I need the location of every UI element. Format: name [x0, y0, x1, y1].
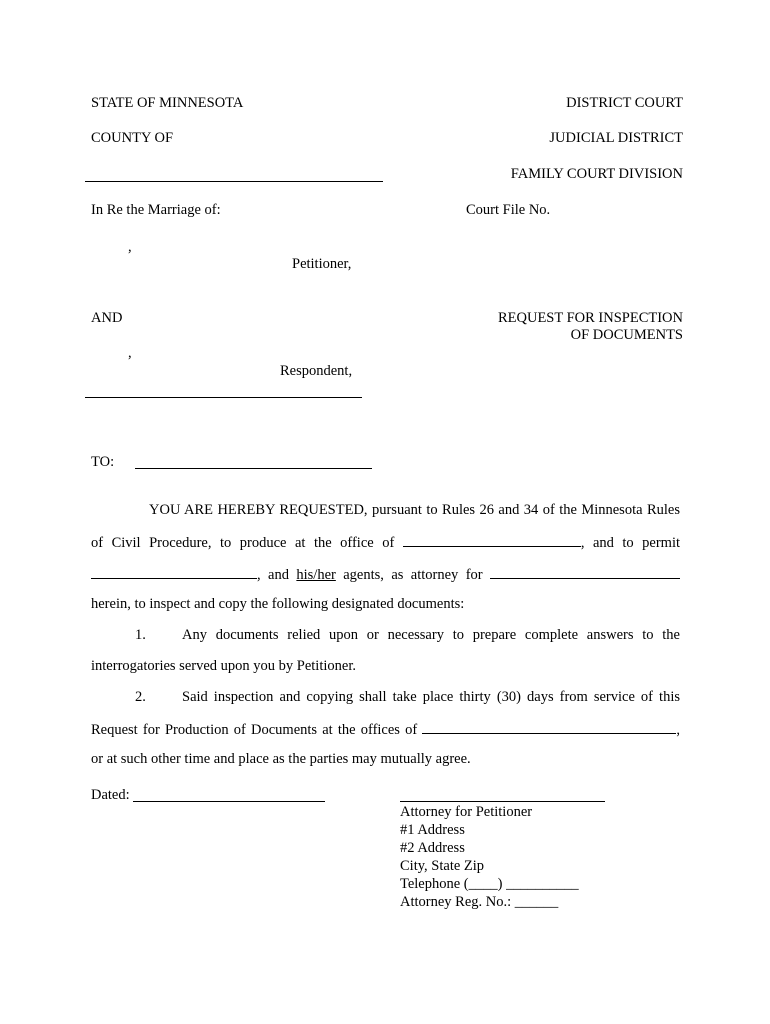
paragraph-line2-end: , and to permit	[580, 535, 681, 551]
marriage-label: In Re the Marriage of:	[91, 202, 221, 218]
division-label: FAMILY COURT DIVISION	[510, 166, 683, 182]
petitioner-label: Petitioner,	[292, 256, 352, 272]
item2-line2-text: Request for Production of Documents at the offices of	[91, 722, 418, 738]
court-file-label: Court File No.	[466, 202, 551, 218]
caption-bottom-rule	[85, 397, 362, 398]
address2-label: #2 Address	[400, 840, 465, 856]
to-blank[interactable]	[135, 468, 372, 469]
signature-line[interactable]	[400, 801, 605, 802]
item1-line2: interrogatories served upon you by Petitioner.	[91, 658, 356, 674]
paragraph-line2-text: of Civil Procedure, to produce at the office of	[91, 535, 395, 551]
item2-line3: or at such other time and place as the parties may mutually agree.	[91, 751, 471, 767]
his-her-text: his/her	[296, 567, 336, 583]
item2-number: 2.	[135, 689, 146, 705]
attorney-label: Attorney for Petitioner	[400, 804, 533, 820]
item2-line1: Said inspection and copying shall take place thirty (30) days from service of this	[182, 689, 680, 705]
paragraph-line2	[91, 532, 680, 552]
telephone-label: Telephone (____) __________	[400, 876, 579, 892]
document-title-line2: OF DOCUMENTS	[570, 327, 683, 343]
to-label: TO:	[91, 454, 115, 470]
respondent-comma: ,	[128, 345, 132, 361]
paragraph-line3-and: , and	[257, 567, 289, 583]
county-label: COUNTY OF	[91, 130, 174, 146]
item2-line2-end: ,	[676, 722, 680, 738]
dated-label: Dated:	[91, 787, 130, 803]
office-blank[interactable]	[403, 532, 581, 547]
item2-line2	[91, 719, 680, 739]
item1-number: 1.	[135, 627, 146, 643]
court-label: DISTRICT COURT	[566, 95, 683, 111]
petitioner-comma: ,	[128, 239, 132, 255]
attorney-for-blank[interactable]	[490, 564, 680, 579]
state-label: STATE OF MINNESOTA	[91, 95, 244, 111]
paragraph-line3-text: agents, as attorney for	[343, 567, 483, 583]
district-label: JUDICIAL DISTRICT	[549, 130, 683, 146]
paragraph-line3	[91, 564, 680, 584]
respondent-label: Respondent,	[280, 363, 353, 379]
city-state-zip-label: City, State Zip	[400, 858, 485, 874]
dated-blank[interactable]	[133, 801, 325, 802]
address1-label: #1 Address	[400, 822, 465, 838]
caption-top-rule	[85, 181, 383, 182]
paragraph-line4: herein, to inspect and copy the following designated documents:	[91, 596, 465, 612]
attorney-reg-label: Attorney Reg. No.: ______	[400, 894, 559, 910]
item1-line1: Any documents relied upon or necessary to prepare complete answers to the	[182, 627, 680, 643]
document-title-line1: REQUEST FOR INSPECTION	[497, 310, 683, 326]
attorney-name-blank[interactable]	[91, 564, 257, 579]
offices-blank[interactable]	[422, 719, 676, 734]
and-label: AND	[91, 310, 123, 326]
paragraph-line1: YOU ARE HEREBY REQUESTED, pursuant to Rules 26 and 34 of the Minnesota Rules	[149, 502, 680, 518]
